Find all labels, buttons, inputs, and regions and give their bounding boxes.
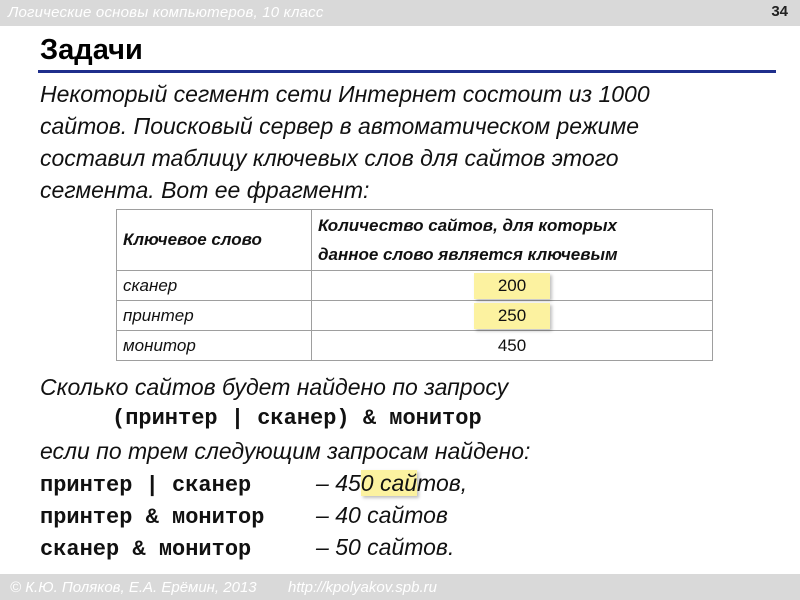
count-cell	[312, 331, 713, 361]
condition-text: если по трем следующим запросам найдено:	[40, 438, 531, 464]
count-value-highlighted: 250	[474, 303, 550, 329]
result-value: 40 сайтов	[335, 502, 448, 528]
keyword-cell: сканер	[117, 271, 312, 301]
query-expression: (принтер | сканер) & монитор	[112, 406, 482, 431]
intro-line: Некоторый сегмент сети Интернет состоит из 1000	[40, 81, 650, 107]
slide-title: Задачи	[40, 34, 143, 66]
result-dash: –	[316, 470, 336, 496]
table-header-row	[117, 210, 713, 271]
count-cell	[312, 271, 713, 301]
result-dash: –	[316, 534, 336, 560]
result-query: сканер & монитор	[40, 537, 252, 562]
intro-line: составил таблицу ключевых слов для сайтов этого	[40, 145, 619, 171]
result-dash: –	[316, 502, 336, 528]
keyword-cell: монитор	[117, 331, 312, 361]
result-value-part: 45	[335, 470, 361, 496]
result-line	[40, 502, 448, 530]
title-underline	[38, 70, 776, 73]
header-count-line: Количество сайтов, для которых	[318, 216, 617, 235]
result-value-highlight: 0 сай	[360, 470, 418, 496]
result-query: принтер & монитор	[40, 505, 265, 530]
header-count	[312, 210, 713, 271]
result-line	[40, 534, 454, 562]
result-query: принтер | сканер	[40, 473, 252, 498]
header-count-line: данное слово является ключевым	[318, 245, 618, 264]
result-line	[40, 470, 467, 498]
question-text: Сколько сайтов будет найдено по запросу	[40, 374, 509, 400]
problem-statement	[40, 78, 770, 206]
count-value: 450	[497, 335, 527, 355]
course-title: Логические основы компьютеров, 10 класс	[8, 4, 324, 21]
result-value: 50 сайтов.	[335, 534, 455, 560]
table-row	[117, 301, 713, 331]
footer-url[interactable]: http://kpolyakov.spb.ru	[288, 579, 437, 596]
footer-authors: © К.Ю. Поляков, Е.А. Ерёмин, 2013	[10, 579, 257, 596]
page-number: 34	[771, 3, 788, 20]
header-keyword: Ключевое слово	[117, 210, 312, 271]
keyword-cell: принтер	[117, 301, 312, 331]
count-value-highlighted: 200	[474, 273, 550, 299]
count-cell	[312, 301, 713, 331]
table-row	[117, 331, 713, 361]
intro-line: сегмента. Вот ее фрагмент:	[40, 177, 370, 203]
table-row	[117, 271, 713, 301]
keyword-table	[116, 209, 713, 361]
footer-bar	[0, 574, 800, 600]
header-bar	[0, 0, 800, 26]
result-value-part: тов,	[417, 470, 468, 496]
intro-line: сайтов. Поисковый сервер в автоматическом режиме	[40, 113, 640, 139]
